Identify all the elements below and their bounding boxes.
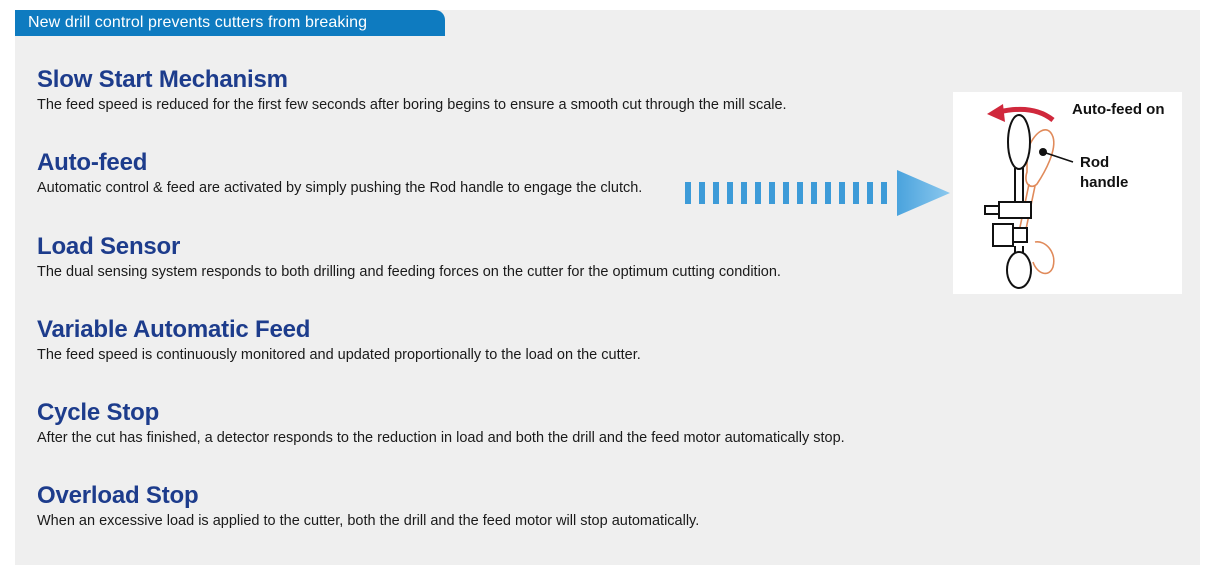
feature-description: After the cut has finished, a detector responds to the reduction in load and both the drill and the feed motor automatically stop. [37,430,845,446]
feature-description: Automatic control & feed are activated by simply pushing the Rod handle to engage the clutch. [37,180,643,196]
rod-handle-icon [953,92,1182,294]
feature-variable-automatic-feed [37,316,641,365]
feature-description: The feed speed is continuously monitored and updated proportionally to the load on the cutter. [37,347,641,363]
feature-description: The feed speed is reduced for the first few seconds after boring begins to ensure a smooth cut through the mill scale. [37,97,787,113]
rod-label-line2: handle [1080,174,1129,191]
feature-title: Slow Start Mechanism [37,66,288,93]
pointer-arrow-icon [685,168,955,218]
feature-slow-start [37,66,787,115]
feature-title: Load Sensor [37,233,181,260]
feature-overload-stop [37,482,699,531]
rod-label-line1: Rod [1080,154,1110,171]
feature-title: Auto-feed [37,149,148,176]
rod-handle-figure [953,92,1182,294]
section-banner: New drill control prevents cutters from breaking [15,10,445,36]
feature-cycle-stop [37,399,845,448]
feature-title: Cycle Stop [37,399,160,426]
feature-title: Variable Automatic Feed [37,316,311,343]
auto-feed-on-label: Auto-feed on [1072,101,1165,118]
feature-load-sensor [37,233,781,282]
feature-title: Overload Stop [37,482,199,509]
feature-auto-feed [37,149,642,198]
feature-description: The dual sensing system responds to both drilling and feeding forces on the cutter for the optimum cutting condition. [37,264,781,280]
feature-description: When an excessive load is applied to the cutter, both the drill and the feed motor will stop automatically. [37,513,700,529]
